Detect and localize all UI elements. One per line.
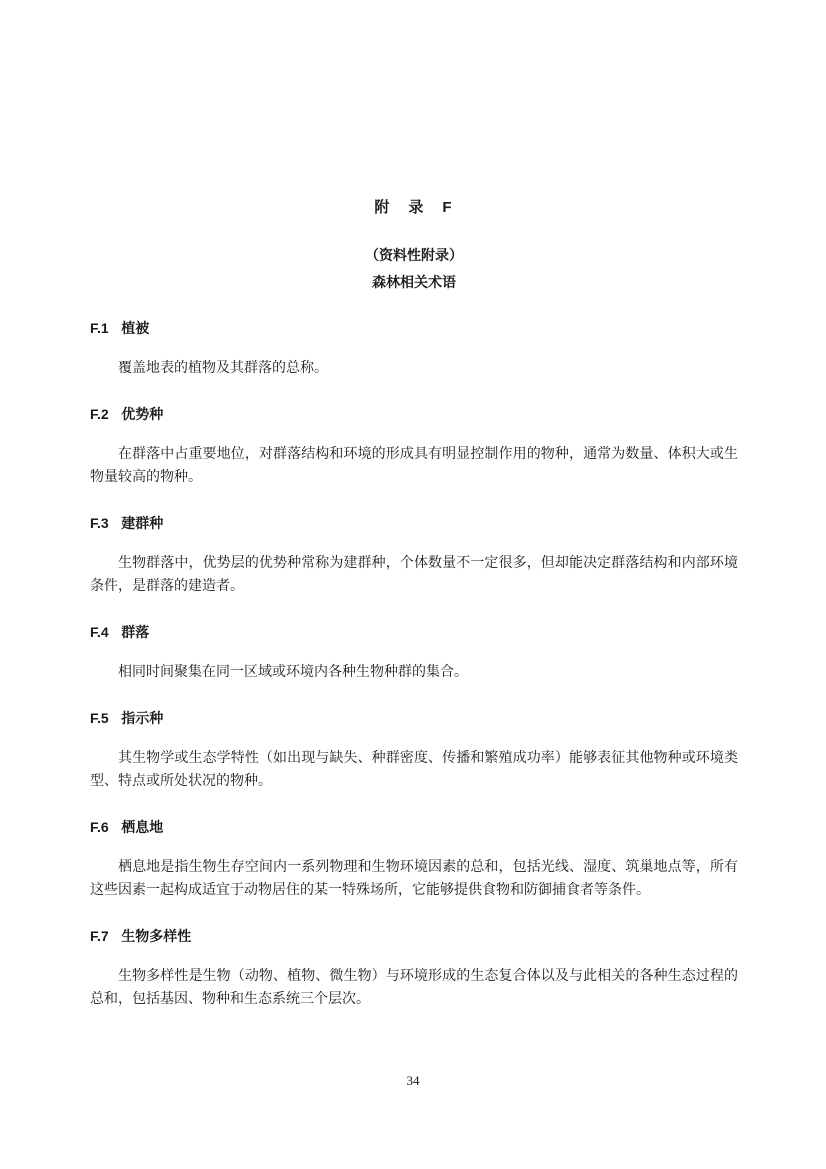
term-section [90, 817, 738, 902]
term-number: F.6 [90, 819, 109, 835]
term-title: 建群种 [121, 515, 164, 531]
term-definition: 相同时间聚集在同一区域或环境内各种生物种群的集合。 [118, 665, 468, 680]
term-section [90, 318, 738, 380]
term-heading [90, 926, 738, 946]
term-number: F.4 [90, 624, 109, 640]
term-title: 指示种 [121, 710, 164, 726]
term-section [90, 708, 738, 793]
term-heading [90, 404, 738, 424]
appendix-subtitle: （资料性附录） [365, 247, 463, 263]
term-number: F.1 [90, 320, 109, 336]
term-section [90, 513, 738, 598]
term-heading [90, 513, 738, 533]
term-title: 群落 [121, 624, 150, 640]
term-heading [90, 817, 738, 837]
term-heading [90, 708, 738, 728]
term-definition: 生物多样性是生物（动物、植物、微生物）与环境形成的生态复合体以及与此相关的各种生态过程的总和，包括基因、物种和生态系统三个层次。 [90, 969, 738, 1007]
term-definition: 其生物学或生态学特性（如出现与缺失、种群密度、传播和繁殖成功率）能够表征其他物种或环境类型、特点或所处状况的物种。 [90, 751, 738, 789]
section-title: 森林相关术语 [372, 274, 456, 290]
term-definition: 覆盖地表的植物及其群落的总称。 [118, 361, 328, 376]
term-definition: 在群落中占重要地位，对群落结构和环境的形成具有明显控制作用的物种，通常为数量、体积大或生物量较高的物种。 [90, 447, 738, 485]
term-title: 栖息地 [121, 819, 164, 835]
term-section [90, 926, 738, 1011]
term-definition: 生物群落中，优势层的优势种常称为建群种，个体数量不一定很多，但却能决定群落结构和内部环境条件，是群落的建造者。 [90, 556, 738, 594]
term-section [90, 404, 738, 489]
terms-list [90, 318, 738, 1011]
term-number: F.7 [90, 928, 109, 944]
term-number: F.5 [90, 710, 109, 726]
page-number: 34 [406, 1073, 420, 1088]
term-number: F.3 [90, 515, 109, 531]
term-title: 植被 [121, 320, 150, 336]
term-number: F.2 [90, 406, 109, 422]
term-heading [90, 318, 738, 338]
term-heading [90, 622, 738, 642]
appendix-title: 附 录 F [374, 199, 454, 216]
term-definition: 栖息地是指生物生存空间内一系列物理和生物环境因素的总和，包括光线、湿度、筑巢地点等，所有这些因素一起构成适宜于动物居住的某一特殊场所，它能够提供食物和防御捕食者等条件。 [90, 860, 738, 898]
term-section [90, 622, 738, 684]
term-title: 生物多样性 [121, 928, 192, 944]
term-title: 优势种 [121, 406, 164, 422]
